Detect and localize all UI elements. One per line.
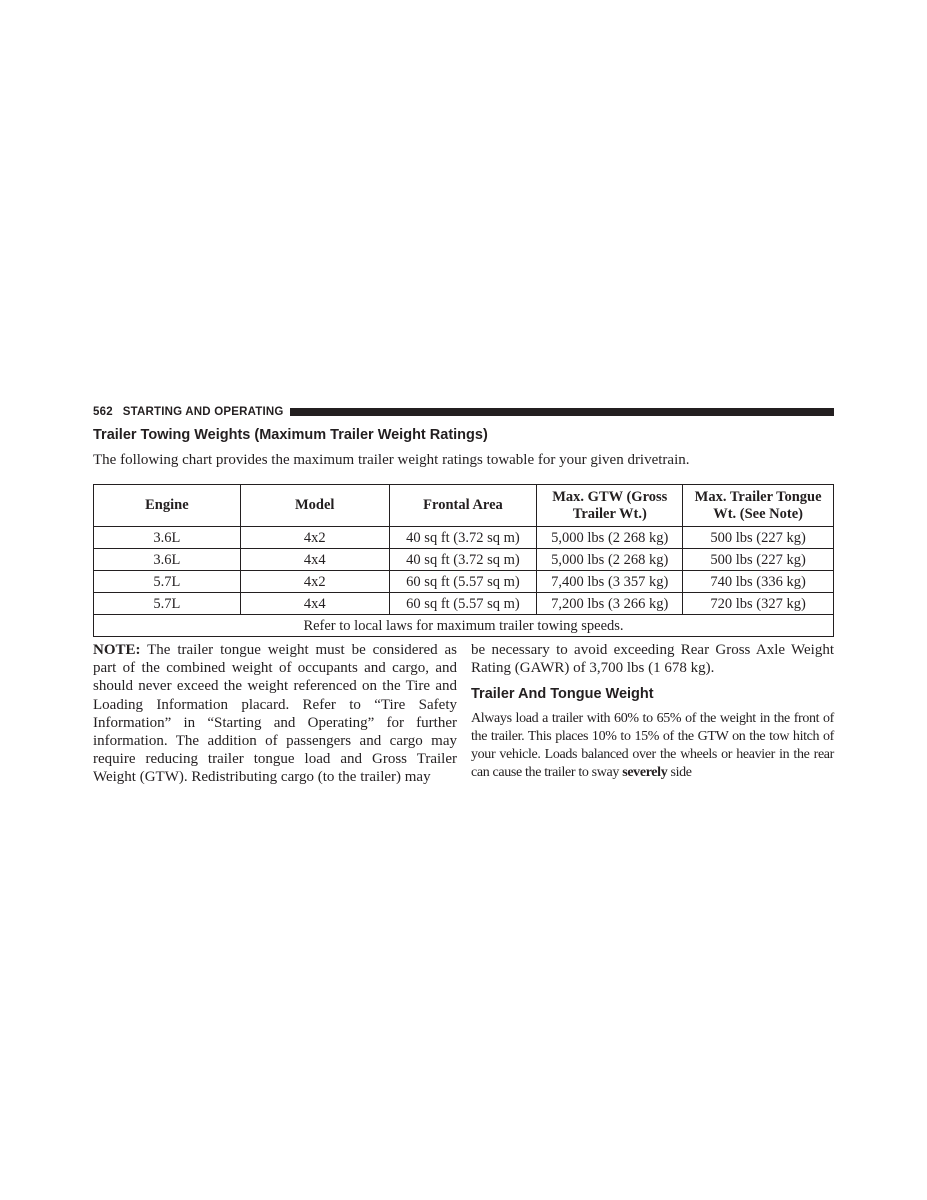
header-max-gtw-line2: Trailer Wt.) [572,505,647,522]
left-column [93,641,457,787]
tongue-text-before: Always load a trailer with 60% to 65% of the weight in the front of the trailer. This places 10% to 15% of the GTW on the tow hitch of your vehicle. Loads balanced over the wheels or heavier in the rear can cause the trailer to sway [471,710,834,781]
cell-max-gtw: 7,400 lbs (3 357 kg) [537,571,683,593]
table-row [94,527,834,549]
page-title: Trailer Towing Weights (Maximum Trailer Weight Ratings) [93,427,488,443]
tongue-weight-heading: Trailer And Tongue Weight [471,686,654,703]
tongue-emphasis: severely [622,765,668,781]
table-header-row [94,485,834,527]
note-text: The trailer tongue weight must be considered as part of the combined weight of occupants and cargo, and should never exceed the weight referenced on the Tire and Loading Information placard. Refer to “Tire Safety Information” in “Starting and Operating” for further information. The addition of passengers and cargo may require reducing trailer tongue load and Gross Trailer Weight (GTW). Redistributing cargo (to the trailer) may [93,642,457,786]
cell-engine: 5.7L [94,593,241,615]
cell-frontal-area: 60 sq ft (5.57 sq m) [389,571,537,593]
cell-max-tongue: 500 lbs (227 kg) [683,527,834,549]
note-continuation: be necessary to avoid exceeding Rear Gross Axle Weight Rating (GAWR) of 3,700 lbs (1 678 kg). [471,642,834,677]
cell-frontal-area: 40 sq ft (3.72 sq m) [389,549,537,571]
table-row [94,593,834,615]
right-column [471,641,834,782]
cell-engine: 3.6L [94,549,241,571]
cell-max-gtw: 5,000 lbs (2 268 kg) [537,527,683,549]
cell-engine: 3.6L [94,527,241,549]
cell-max-gtw: 5,000 lbs (2 268 kg) [537,549,683,571]
cell-max-tongue: 720 lbs (327 kg) [683,593,834,615]
tongue-weight-paragraph [471,710,834,783]
cell-model: 4x2 [240,527,389,549]
header-max-gtw-line1: Max. GTW (Gross [552,488,668,505]
cell-frontal-area: 60 sq ft (5.57 sq m) [389,593,537,615]
header-rule [290,408,834,416]
header-frontal-area: Frontal Area [389,485,537,527]
table-row [94,571,834,593]
cell-model: 4x2 [240,571,389,593]
cell-frontal-area: 40 sq ft (3.72 sq m) [389,527,537,549]
cell-max-tongue: 740 lbs (336 kg) [683,571,834,593]
cell-model: 4x4 [240,593,389,615]
cell-max-gtw: 7,200 lbs (3 266 kg) [537,593,683,615]
table-row [94,549,834,571]
table-footer-note: Refer to local laws for maximum trailer towing speeds. [94,615,834,637]
table-footer-row [94,615,834,637]
tongue-text-after: side [667,765,692,781]
cell-max-tongue: 500 lbs (227 kg) [683,549,834,571]
header-engine: Engine [94,485,241,527]
header-max-tongue [683,485,834,527]
header-max-tongue-line1: Max. Trailer Tongue [694,488,822,505]
header-max-gtw [537,485,683,527]
intro-text: The following chart provides the maximum trailer weight ratings towable for your given drivetrain. [93,452,690,468]
cell-engine: 5.7L [94,571,241,593]
note-paragraph [93,641,457,787]
cell-model: 4x4 [240,549,389,571]
note-label: NOTE: [93,642,141,658]
towing-weights-table [93,484,834,637]
page-header [93,404,834,420]
header-model: Model [240,485,389,527]
section-title: STARTING AND OPERATING [122,406,284,418]
page-number: 562 [93,406,113,418]
header-max-tongue-line2: Wt. (See Note) [713,505,803,522]
